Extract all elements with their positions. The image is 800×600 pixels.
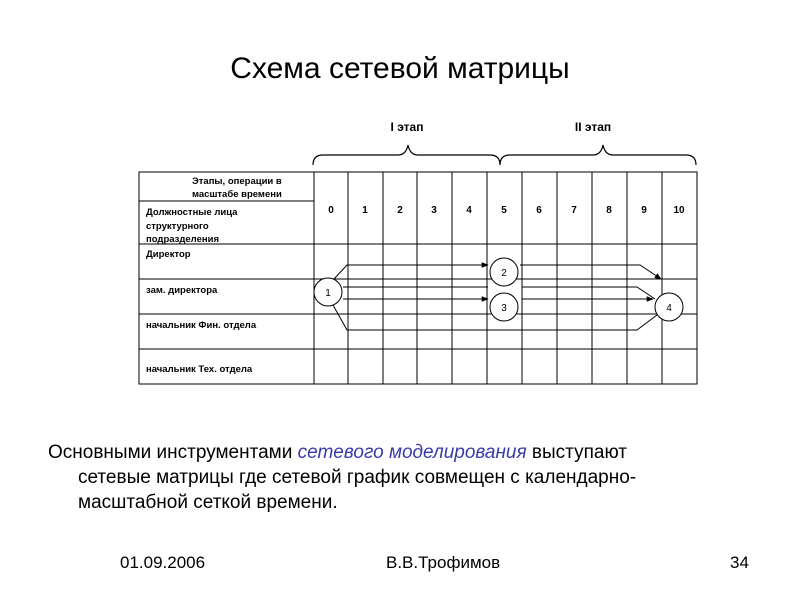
header-stages-line1: Этапы, операции в (192, 176, 282, 187)
header-persons-line3: подразделения (146, 234, 219, 245)
header-persons-line2: структурного (146, 221, 209, 232)
footer-date: 01.09.2006 (120, 553, 206, 572)
stage-1-label: I этап (390, 120, 424, 134)
node-1-label: 1 (325, 288, 331, 299)
caption-part1: Основными инструментами (48, 442, 298, 463)
time-label: 9 (641, 205, 647, 216)
stage-1-brace (313, 145, 500, 165)
node-2-label: 2 (501, 268, 507, 279)
caption-highlight: сетевого моделирования (297, 442, 527, 463)
time-label: 10 (673, 205, 685, 216)
time-label: 0 (328, 205, 334, 216)
time-label: 8 (606, 205, 612, 216)
stage-2-brace (500, 145, 696, 165)
time-label: 3 (431, 205, 437, 216)
matrix-table (139, 172, 697, 384)
row-label-tech-head: начальник Тех. отдела (146, 364, 253, 375)
stage-2-label: II этап (574, 120, 612, 134)
time-label: 7 (571, 205, 577, 216)
footer-author: В.В.Трофимов (386, 553, 501, 572)
header-stages-line2: масштабе времени (192, 189, 282, 200)
footer-page-number: 34 (730, 553, 749, 572)
caption-text (48, 440, 768, 515)
network-nodes (314, 258, 683, 321)
node-3-label: 3 (501, 303, 507, 314)
node-4-label: 4 (666, 303, 672, 314)
row-label-deputy: зам. директора (146, 285, 218, 296)
time-label: 1 (362, 205, 368, 216)
caption-part2: выступают (526, 442, 627, 463)
time-label: 2 (397, 205, 403, 216)
time-label: 5 (501, 205, 507, 216)
caption-line2: сетевые матрицы где сетевой график совмещен с календарно- (78, 467, 637, 488)
row-label-finance-head: начальник Фин. отдела (146, 320, 257, 331)
row-label-director: Директор (146, 249, 191, 260)
time-label: 6 (536, 205, 542, 216)
caption-line3: масштабной сеткой времени. (78, 492, 338, 513)
header-persons-line1: Должностные лица (146, 207, 238, 218)
slide-title: Схема сетевой матрицы (230, 52, 570, 85)
time-label: 4 (466, 205, 472, 216)
